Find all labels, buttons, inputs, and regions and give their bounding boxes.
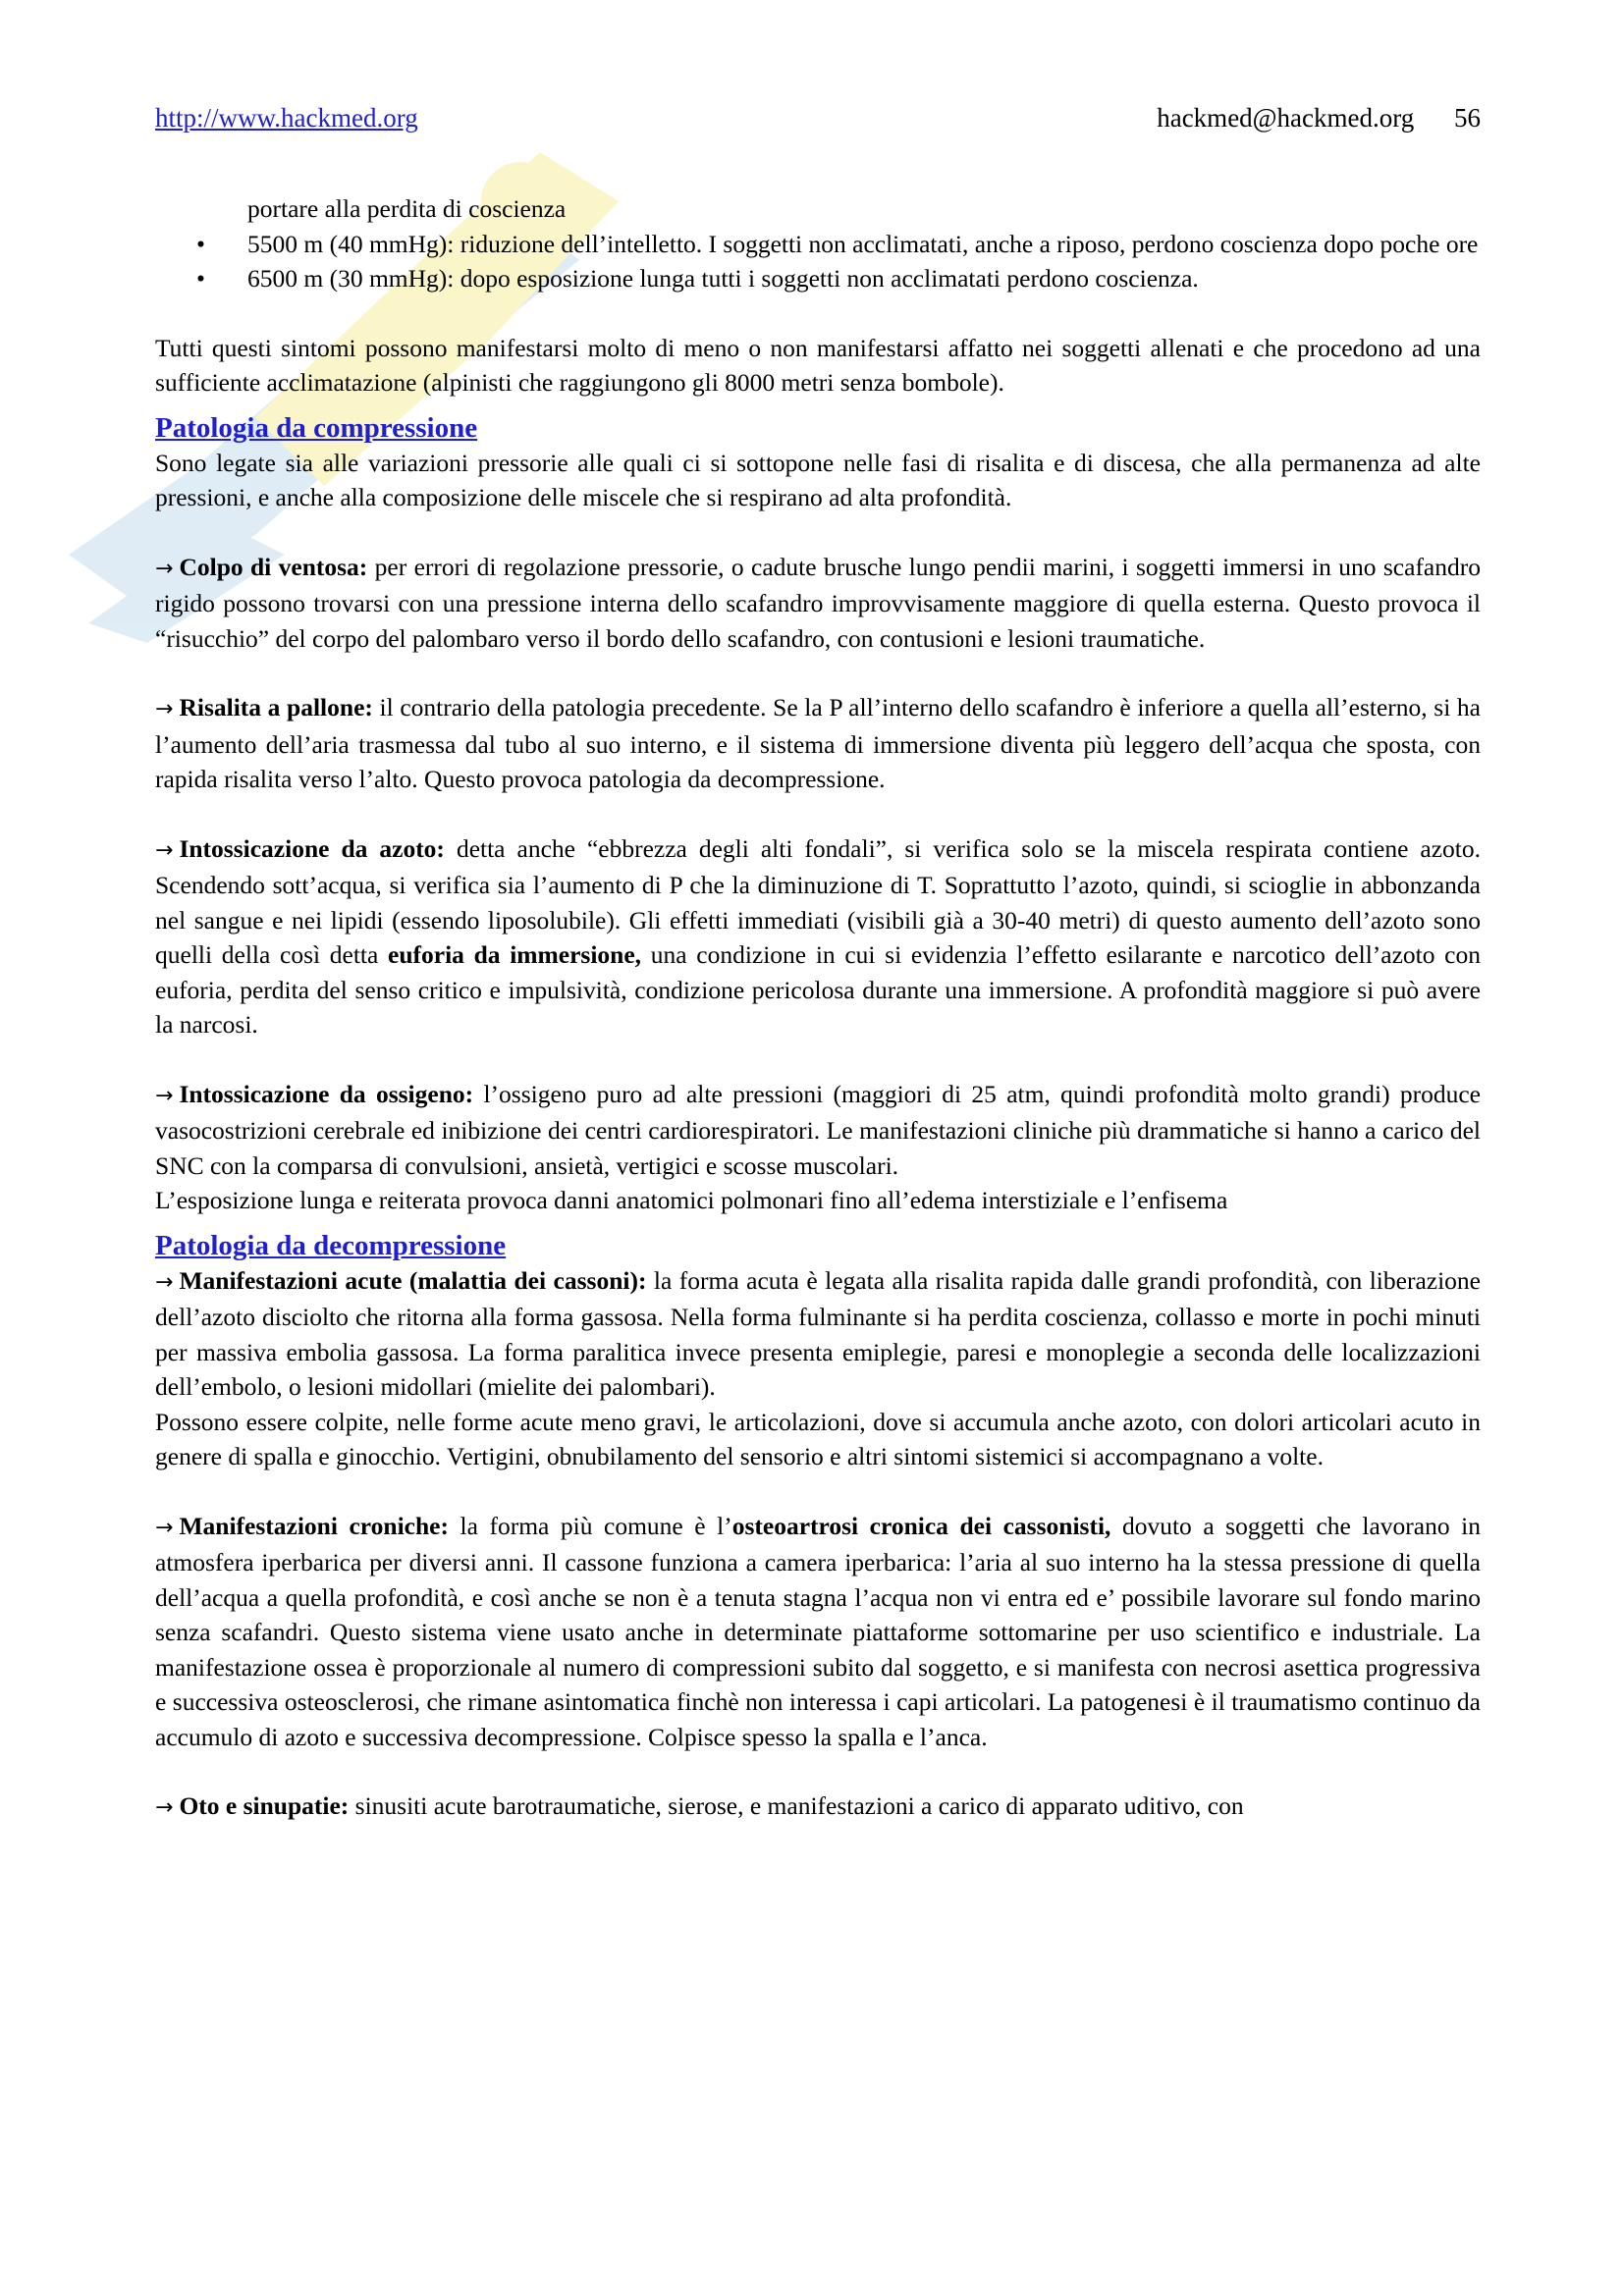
- header-site-link[interactable]: http://www.hackmed.org: [155, 103, 418, 133]
- item-text: per errori di regolazione pressorie, o cadute brusche lungo pendii marini, i soggetti immersi in uno scafandro rigido possono trovarsi con una pressione interna dello scafandro improvvisamente maggiore di quella esterna. Questo provoca il “risucchio” del corpo del palombaro verso il bordo dello scafandro, con contusioni e lesioni traumatiche.: [155, 552, 1481, 653]
- item-intossicazione-ossigeno: [155, 1077, 1481, 1184]
- list-item: [155, 261, 1481, 296]
- bullet-icon: •: [196, 229, 205, 258]
- item-term: Oto e sinupatie:: [179, 1791, 350, 1820]
- header-right: [1157, 98, 1481, 137]
- item-colpo-ventosa: [155, 550, 1481, 657]
- bullet-icon: •: [196, 264, 205, 293]
- item-text: sinusiti acute barotraumatiche, sierose, e manifestazioni a carico di apparato uditivo, con: [349, 1791, 1244, 1820]
- section-title-compressione[interactable]: Patologia da compressione: [155, 411, 478, 444]
- arrow-icon: →: [155, 1795, 174, 1820]
- item-term: Intossicazione da ossigeno:: [179, 1079, 474, 1108]
- page-number: 56: [1454, 103, 1481, 133]
- item-term: Colpo di ventosa:: [179, 552, 368, 581]
- item-manifestazioni-croniche: [155, 1509, 1481, 1755]
- item-text: la forma acuta è legata alla risalita rapida dalle grandi profondità, con liberazione dell’azoto disciolto che ritorna alla forma gassosa. Nella forma fulminante si ha perdita coscienza, collasso e morte in pochi minuti per massiva embolia gassosa. La forma paralitica invece presenta emiplegie, paresi e monoplegie a seconda delle localizzazioni dell’embolo, o lesioni midollari (mielite dei palombari).: [155, 1265, 1481, 1401]
- acute-followup: Possono essere colpite, nelle forme acute meno gravi, le articolazioni, dove si accumula anche azoto, con dolori articolari acuto in genere di spalla e ginocchio. Vertigini, obnubilamento del sensorio e altri sintomi sistemici si accompagnano a volte.: [155, 1407, 1481, 1470]
- item-term: Manifestazioni croniche:: [179, 1511, 449, 1540]
- arrow-icon: →: [155, 1269, 174, 1295]
- item-text-after: dovuto a soggetti che lavorano in atmosfera iperbarica per diversi anni. Il cassone funziona a camera iperbarica: l’aria al suo interno ha la stessa pressione di quella dell’acqua a quella profondità, e così anche se non è a tenuta stagna l’acqua non vi entra ed e’ possibile lavorare sul fondo marino senza scafandri. Questo sistema viene usato anche in determinate piattaforme sottomarine per uso scientifico e industriale. La manifestazione ossea è proporzionale al numero di compressioni subito dal soggetto, e si manifesta con necrosi asettica progressiva e successiva osteosclerosi, che rimane asintomatica finchè non interessa i capi articolari. La patogenesi è il traumatismo continuo da accumulo di azoto e successiva decompressione. Colpisce spesso la spalla e l’anca.: [155, 1511, 1481, 1751]
- arrow-icon: →: [155, 697, 174, 721]
- list-item: [155, 227, 1481, 262]
- page-body: [155, 191, 1481, 1826]
- symptom-list: [155, 191, 1481, 296]
- item-intossicazione-azoto: [155, 831, 1481, 1042]
- list-item-text: portare alla perdita di coscienza: [247, 194, 567, 223]
- compressione-intro: Sono legate sia alle variazioni pressorie alle quali ci si sottopone nelle fasi di risalita e di discesa, che alla permanenza ad alte pressioni, e anche alla composizione delle miscele che si respirano ad alta profondità.: [155, 448, 1481, 511]
- item-term: Risalita a pallone:: [179, 693, 373, 721]
- compressione-closing: L’esposizione lunga e reiterata provoca danni anatomici polmonari fino all’edema interstiziale e l’enfisema: [155, 1186, 1228, 1214]
- list-item-continuation: [155, 191, 1481, 227]
- item-text: l’ossigeno puro ad alte pressioni (maggiori di 25 atm, quindi profondità molto grandi) produce vasocostrizioni cerebrale ed inibizione dei centri cardiorespiratori. Le manifestazioni cliniche più drammatiche si hanno a carico del SNC con la comparsa di convulsioni, ansietà, vertigici e scosse muscolari.: [155, 1079, 1481, 1180]
- item-term: Manifestazioni acute (malattia dei cassoni):: [179, 1265, 647, 1295]
- item-text-after: una condizione in cui si evidenzia l’effetto esilarante e narcotico dell’azoto con euforia, perdita del senso critico e impulsività, condizione pericolosa durante una immersione. A profondità maggiore si può avere la narcosi.: [155, 940, 1481, 1039]
- section-title-decompressione[interactable]: Patologia da decompressione: [155, 1229, 507, 1261]
- list-item-text: 5500 m (40 mmHg): riduzione dell’intelletto. I soggetti non acclimatati, anche a riposo, perdono coscienza dopo poche ore: [247, 229, 1479, 258]
- arrow-icon: →: [155, 1083, 174, 1108]
- item-text: la forma più comune è l’: [448, 1511, 732, 1540]
- item-text: detta anche “ebbrezza degli alti fondali”, si verifica solo se la miscela respirata contiene azoto. Scendendo sott’acqua, si verifica sia l’aumento di P che la diminuzione di T. Soprattutto l’azoto, quindi, si scioglie in abbonzanda nel sangue e nei lipidi (essendo liposolubile). Gli effetti immediati (visibili già a 30-40 metri) di questo aumento dell’azoto sono quelli della così detta: [155, 833, 1482, 969]
- item-bold-inline: euforia da immersione,: [388, 940, 642, 969]
- list-item-text: 6500 m (30 mmHg): dopo esposizione lunga tutti i soggetti non acclimatati perdono coscienza.: [247, 264, 1199, 293]
- item-oto-sinupatie: [155, 1789, 1481, 1826]
- page-header: [155, 98, 1481, 137]
- item-term: Intossicazione da azoto:: [179, 833, 445, 863]
- summary-paragraph: Tutti questi sintomi possono manifestarsi molto di meno o non manifestarsi affatto nei soggetti allenati e che procedono ad una sufficiente acclimatazione (alpinisti che raggiungono gli 8000 metri senza bombole).: [155, 333, 1481, 397]
- item-risalita-pallone: [155, 690, 1481, 797]
- arrow-icon: →: [155, 1515, 174, 1540]
- item-bold-inline: osteoartrosi cronica dei cassonisti,: [731, 1511, 1111, 1540]
- arrow-icon: →: [155, 556, 174, 581]
- item-text: il contrario della patologia precedente. Se la P all’interno dello scafandro è inferiore a quella all’esterno, si ha l’aumento dell’aria trasmessa dal tubo al suo interno, e il sistema di immersione diventa più leggero dell’acqua che sposta, con rapida risalita verso l’alto. Questo provoca patologia da decompressione.: [155, 693, 1481, 793]
- item-manifestazioni-acute: [155, 1263, 1481, 1405]
- header-email: hackmed@hackmed.org: [1157, 103, 1415, 133]
- arrow-icon: →: [155, 837, 174, 863]
